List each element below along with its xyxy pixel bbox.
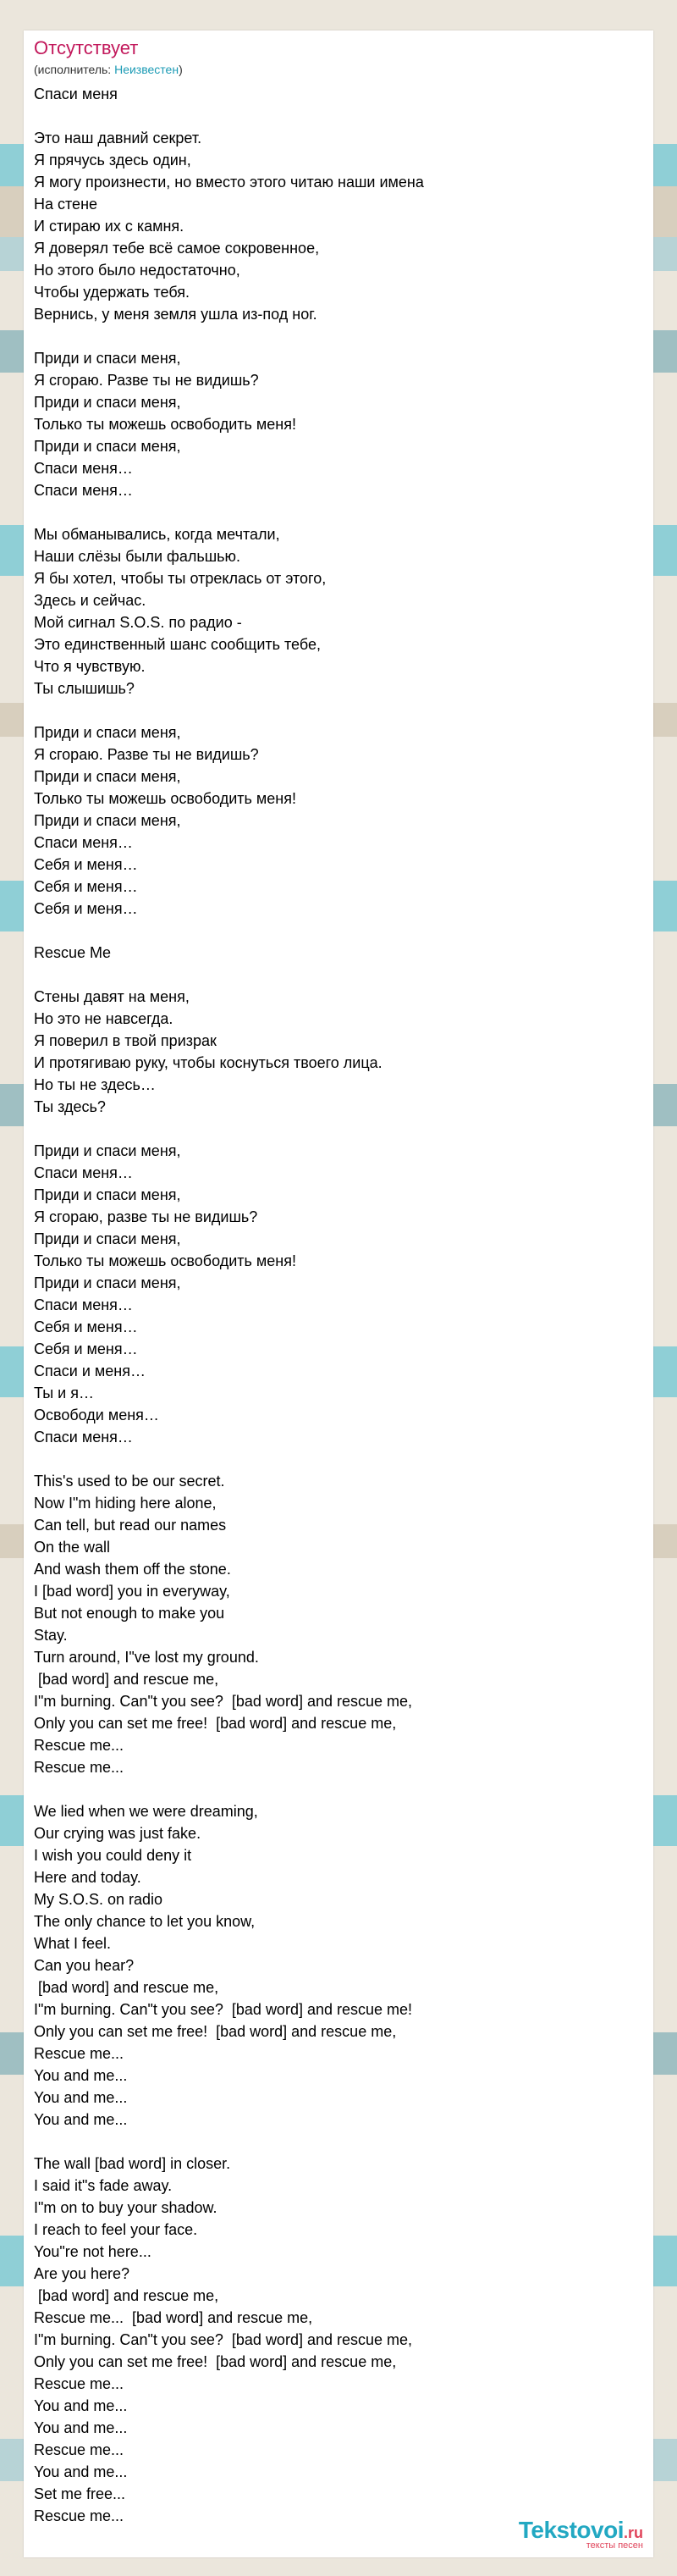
lyric-line: Ты слышишь? (34, 680, 135, 697)
lyric-line: Here and today. (34, 1869, 141, 1886)
lyric-line: You and me... (34, 2067, 128, 2084)
lyric-line: Приди и спаси меня, (34, 1142, 181, 1159)
lyric-line (34, 1778, 643, 1800)
artist-line (34, 63, 183, 76)
lyric-line: Приди и спаси меня, (34, 724, 181, 741)
lyric-line: Что я чувствую. (34, 658, 146, 675)
lyric-line (34, 1448, 643, 1470)
lyric-line: You and me... (34, 2463, 128, 2480)
lyric-line: И протягиваю руку, чтобы коснуться твоего лица. (34, 1054, 383, 1071)
artist-suffix: ) (179, 63, 183, 76)
lyric-line: Приди и спаси меня, (34, 1186, 181, 1203)
lyric-line: The only chance to let you know, (34, 1913, 256, 1930)
logo-tagline: тексты песен (586, 2540, 643, 2551)
lyric-line: Приди и спаси меня, (34, 438, 181, 455)
artist-prefix: (исполнитель: (34, 63, 115, 76)
artist-link[interactable]: Неизвестен (114, 63, 179, 76)
lyric-line: I"m on to buy your shadow. (34, 2199, 217, 2216)
site-logo[interactable] (519, 2517, 643, 2551)
lyric-line: Я бы хотел, чтобы ты отреклась от этого, (34, 570, 327, 587)
lyric-line: Себя и меня… (34, 856, 138, 873)
lyric-line: We lied when we were dreaming, (34, 1803, 258, 1820)
lyric-line: I [bad word] you in everyway, (34, 1583, 230, 1600)
lyric-line: Turn around, I"ve lost my ground. (34, 1649, 259, 1666)
lyric-line (34, 1118, 643, 1140)
lyric-line: Я могу произнести, но вместо этого читаю наши имена (34, 174, 424, 191)
lyric-line: I wish you could deny it (34, 1847, 192, 1864)
lyric-line: Спаси меня (34, 86, 118, 102)
lyric-line: Но этого было недостаточно, (34, 262, 240, 279)
lyric-line: The wall [bad word] in closer. (34, 2155, 231, 2172)
lyric-line: Вернись, у меня земля ушла из-под ног. (34, 306, 317, 323)
lyric-line: Себя и меня… (34, 1318, 138, 1335)
lyric-line: Приди и спаси меня, (34, 812, 181, 829)
lyric-line: Это единственный шанс сообщить тебе, (34, 636, 321, 653)
lyric-line: [bad word] and rescue me, (34, 1671, 219, 1688)
lyric-line: Мы обманывались, когда мечтали, (34, 526, 280, 543)
lyric-line: Приди и спаси меня, (34, 1230, 181, 1247)
lyric-line: Спаси меня… (34, 1164, 133, 1181)
lyric-line: Can you hear? (34, 1957, 135, 1974)
lyric-line: На стене (34, 196, 98, 213)
lyric-line: Rescue Me (34, 944, 112, 961)
lyric-line: I said it"s fade away. (34, 2177, 173, 2194)
lyric-line: Себя и меня… (34, 900, 138, 917)
lyric-line: Приди и спаси меня, (34, 350, 181, 367)
lyric-line: Are you here? (34, 2265, 130, 2282)
lyric-line: Только ты можешь освободить меня! (34, 1252, 296, 1269)
lyric-line: I"m burning. Can"t you see? [bad word] and rescue me, (34, 2331, 413, 2348)
lyric-line: You and me... (34, 2419, 128, 2436)
lyric-line: Rescue me... (34, 2507, 124, 2524)
lyric-line: Rescue me... (34, 2375, 124, 2392)
lyric-line: I"m burning. Can"t you see? [bad word] and rescue me, (34, 1693, 413, 1710)
lyric-line: Rescue me... (34, 1759, 124, 1776)
lyric-line: Rescue me... (34, 2045, 124, 2062)
lyric-line: Спаси меня… (34, 1296, 133, 1313)
lyric-line: [bad word] and rescue me, (34, 1979, 219, 1996)
lyric-line: Приди и спаси меня, (34, 394, 181, 411)
lyric-line: But not enough to make you (34, 1605, 225, 1622)
lyric-line (34, 2131, 643, 2153)
lyric-line: Rescue me... [bad word] and rescue me, (34, 2309, 313, 2326)
lyric-line: Стены давят на меня, (34, 988, 190, 1005)
lyric-line: Спаси меня… (34, 1429, 133, 1446)
lyric-line: You"re not here... (34, 2243, 151, 2260)
lyrics-page (24, 30, 653, 2557)
lyric-line: Ты и я… (34, 1385, 94, 1401)
lyric-line: Здесь и сейчас. (34, 592, 146, 609)
lyric-line: Only you can set me free! [bad word] and rescue me, (34, 1715, 397, 1732)
lyric-line: Спаси меня… (34, 460, 133, 477)
lyric-line: You and me... (34, 2397, 128, 2414)
song-title: Отсутствует (34, 37, 139, 58)
logo-tld: .ru (623, 2524, 643, 2541)
lyric-line: Спаси и меня… (34, 1363, 146, 1379)
lyric-line: Я сгораю. Разве ты не видишь? (34, 372, 259, 389)
lyric-line: Can tell, but read our names (34, 1517, 227, 1534)
lyric-line: Освободи меня… (34, 1407, 159, 1423)
lyric-line: Я поверил в твой призрак (34, 1032, 217, 1049)
lyric-line: Ты здесь? (34, 1098, 106, 1115)
lyric-line: You and me... (34, 2089, 128, 2106)
lyric-line: Наши слёзы были фальшью. (34, 548, 241, 565)
lyric-line: Only you can set me free! [bad word] and rescue me, (34, 2023, 397, 2040)
lyric-line: Rescue me... (34, 2441, 124, 2458)
lyric-line (34, 501, 643, 523)
lyric-line: Себя и меня… (34, 1341, 138, 1357)
lyric-line: Set me free... (34, 2485, 126, 2502)
lyric-line (34, 964, 643, 986)
lyrics-text (34, 83, 643, 2527)
lyric-line (34, 105, 643, 127)
lyric-line (34, 699, 643, 721)
lyric-line: My S.O.S. on radio (34, 1891, 163, 1908)
lyric-line: Я сгораю. Разве ты не видишь? (34, 746, 259, 763)
lyric-line: Но это не навсегда. (34, 1010, 173, 1027)
lyric-line: Чтобы удержать тебя. (34, 284, 190, 301)
lyric-line: What I feel. (34, 1935, 112, 1952)
logo-name: Tekstovoi (518, 2517, 624, 2543)
lyric-line: Только ты можешь освободить меня! (34, 790, 296, 807)
lyric-line: I"m burning. Can"t you see? [bad word] and rescue me! (34, 2001, 413, 2018)
lyric-line: Now I"m hiding here alone, (34, 1495, 217, 1512)
lyric-line: Мой сигнал S.O.S. по радио - (34, 614, 242, 631)
lyric-line: Себя и меня… (34, 878, 138, 895)
lyric-line: You and me... (34, 2111, 128, 2128)
lyric-line: This's used to be our secret. (34, 1473, 225, 1490)
lyric-line: Приди и спаси меня, (34, 768, 181, 785)
lyric-line: Но ты не здесь… (34, 1076, 156, 1093)
lyric-line: Только ты можешь освободить меня! (34, 416, 296, 433)
lyric-line: And wash them off the stone. (34, 1561, 231, 1578)
lyric-line: I reach to feel your face. (34, 2221, 198, 2238)
lyric-line: И стираю их с камня. (34, 218, 184, 235)
lyric-line: [bad word] and rescue me, (34, 2287, 219, 2304)
lyric-line (34, 325, 643, 347)
lyric-line: Я сгораю, разве ты не видишь? (34, 1208, 258, 1225)
lyric-line: Я прячусь здесь один, (34, 152, 191, 169)
lyric-line: Only you can set me free! [bad word] and rescue me, (34, 2353, 397, 2370)
lyric-line: Stay. (34, 1627, 68, 1644)
lyric-line: Спаси меня… (34, 482, 133, 499)
lyric-line: Спаси меня… (34, 834, 133, 851)
lyric-line: Our crying was just fake. (34, 1825, 201, 1842)
lyric-line: Я доверял тебе всё самое сокровенное, (34, 240, 320, 257)
lyric-line: Приди и спаси меня, (34, 1274, 181, 1291)
lyric-line: On the wall (34, 1539, 111, 1556)
lyric-line: Это наш давний секрет. (34, 130, 202, 146)
lyric-line: Rescue me... (34, 1737, 124, 1754)
lyric-line (34, 920, 643, 942)
